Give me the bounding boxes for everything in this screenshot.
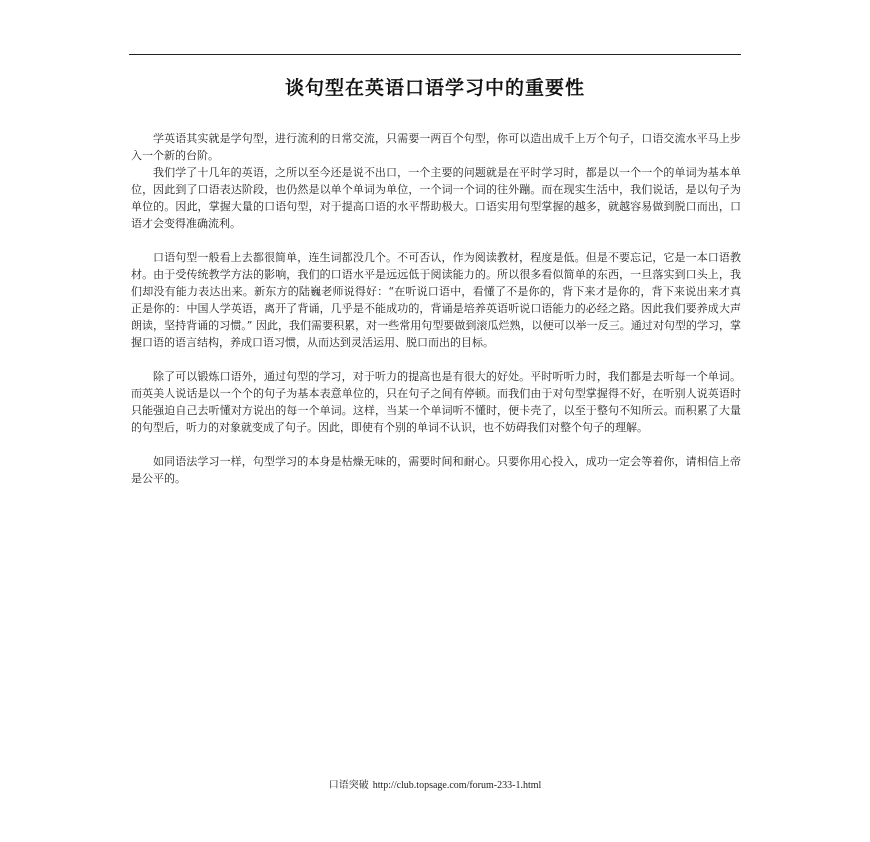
paragraph-3: 口语句型一般看上去都很简单，连生词都没几个。不可否认，作为阅读教材，程度是低。但是不要忘记，它是一本口语教材。由于受传统教学方法的影响，我们的口语水平是远远低于阅读能力的。所以很多看似简单的东西，一旦落实到口头上，我们却没有能力表达出来。新东方的陆巍老师说得好：“在听说口语中，看懂了不是你的，背下来才是你的，背下来说出来才真正是你的：中国人学英语，离开了背诵，几乎是不能成功的，背诵是培养英语听说口语能力的必经之路。因此我们要养成大声朗读，坚持背诵的习惯。” 因此，我们需要积累，对一些常用句型要做到滚瓜烂熟，以便可以举一反三。通过对句型的学习，掌握口语的语言结构，养成口语习惯，从而达到灵活运用、脱口而出的目标。 [131, 251, 741, 349]
document-title: 谈句型在英语口语学习中的重要性 [284, 77, 585, 99]
footer-url-link[interactable]: http://club.topsage.com/forum-233-1.html [372, 780, 542, 791]
paragraph-1: 学英语其实就是学句型，进行流利的日常交流，只需要一两百个句型，你可以造出成千上万个句子，口语交流水平马上步入一个新的台阶。 [131, 132, 741, 162]
paragraph-2: 我们学了十几年的英语，之所以至今还是说不出口，一个主要的问题就是在平时学习时，都是以一个一个的单词为基本单位，因此到了口语表达阶段，也仍然是以单个单词为单位，一个词一个词的往外蹦。而在现实生活中，我们说话，是以句子为单位的。因此，掌握大量的口语句型，对于提高口语的水平帮助极大。口语实用句型掌握的越多，就越容易做到脱口而出，口语才会变得准确流利。 [131, 166, 741, 230]
page-footer [129, 779, 741, 793]
footer-label: 口语突破 [328, 780, 369, 791]
header-rule [129, 54, 741, 55]
paragraph-4: 除了可以锻炼口语外，通过句型的学习，对于听力的提高也是有很大的好处。平时听听力时，我们都是去听每一个单词。而英美人说话是以一个个的句子为基本表意单位的，只在句子之间有停顿。而我们由于对句型掌握得不好，在听别人说英语时只能强迫自己去听懂对方说出的每一个单词。这样，当某一个单词听不懂时，便卡壳了，以至于整句不知所云。而积累了大量的句型后，听力的对象就变成了句子。因此，即使有个别的单词不认识，也不妨碍我们对整个句子的理解。 [131, 370, 741, 434]
paragraph-5: 如同语法学习一样，句型学习的本身是枯燥无味的，需要时间和耐心。只要你用心投入，成功一定会等着你，请相信上帝是公平的。 [131, 455, 741, 485]
document-body [131, 130, 741, 487]
